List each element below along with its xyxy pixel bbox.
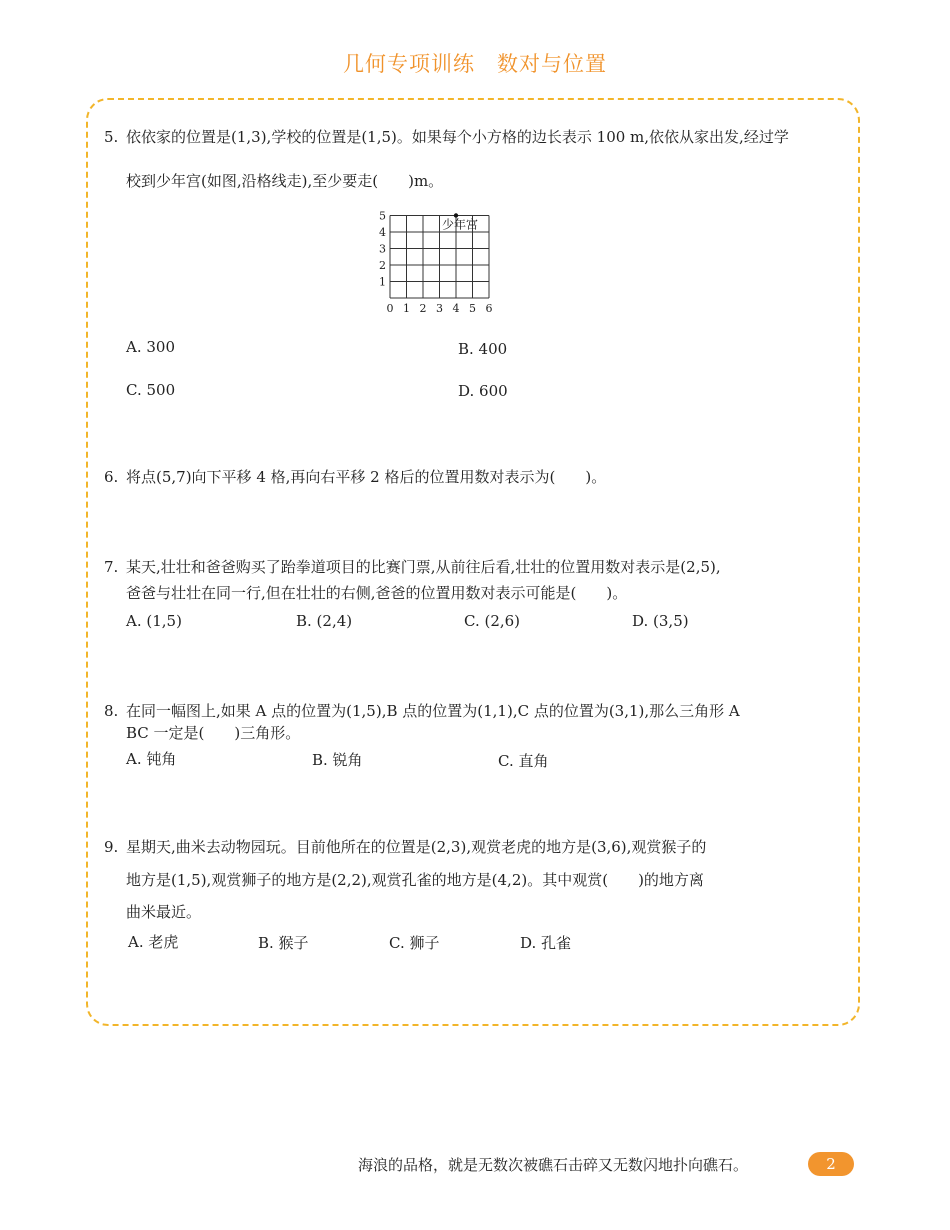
x-tick-label: 1 xyxy=(403,302,410,315)
question-5-line-1: 5. 依依家的位置是(1,3),学校的位置是(1,5)。如果每个小方格的边长表示 100 m,依依从家出发,经过学 xyxy=(104,128,789,146)
y-tick-label: 2 xyxy=(379,259,386,272)
x-tick-label: 2 xyxy=(419,302,427,315)
q7-option-c: C. (2,6) xyxy=(464,612,521,630)
question-6-line-1: 6. 将点(5,7)向下平移 4 格,再向右平移 2 格后的位置用数对表示为( )。 xyxy=(104,468,607,486)
q8-option-b: B. 锐角 xyxy=(312,751,363,769)
footer-quote: 海浪的品格，就是无数次被礁石击碎又无数闪地扑向礁石。 xyxy=(358,1156,749,1174)
y-tick-label: 3 xyxy=(379,242,386,256)
landmark-label: 少年宫 xyxy=(442,217,479,232)
q9-option-b: B. 猴子 xyxy=(258,934,309,952)
q5-option-c: C. 500 xyxy=(126,381,176,399)
x-tick-label: 5 xyxy=(469,302,476,315)
question-7-line-1: 7. 某天,壮壮和爸爸购买了跆拳道项目的比赛门票,从前往后看,壮壮的位置用数对表示是(2,5), xyxy=(104,558,721,576)
page-number-badge: 2 xyxy=(808,1152,854,1176)
q5-option-b: B. 400 xyxy=(458,340,508,358)
question-8-line-2: BC 一定是( )三角形。 xyxy=(126,724,301,742)
q9-option-d: D. 孔雀 xyxy=(520,934,572,952)
q9-option-a: A. 老虎 xyxy=(128,933,179,951)
question-number: 7. xyxy=(104,558,119,576)
q5-option-d: D. 600 xyxy=(458,382,508,400)
question-number: 6. xyxy=(104,468,119,486)
question-number: 8. xyxy=(104,702,119,720)
title-part-2: 数对与位置 xyxy=(497,52,607,76)
coordinate-grid xyxy=(370,210,500,320)
question-number: 5. xyxy=(104,128,119,146)
question-number: 9. xyxy=(104,838,119,856)
question-9-line-1: 9. 星期天,曲米去动物园玩。目前他所在的位置是(2,3),观赏老虎的地方是(3,6),观赏猴子的 xyxy=(104,838,707,856)
q7-option-d: D. (3,5) xyxy=(632,612,689,630)
y-tick-label: 5 xyxy=(379,210,386,223)
question-7-line-2: 爸爸与壮壮在同一行,但在壮壮的右侧,爸爸的位置用数对表示可能是( )。 xyxy=(126,584,628,602)
x-tick-label: 3 xyxy=(436,302,443,315)
y-tick-label: 4 xyxy=(379,226,386,239)
question-5-line-2: 校到少年宫(如图,沿格线走),至少要走( )m。 xyxy=(126,172,444,190)
q8-option-a: A. 钝角 xyxy=(126,750,177,768)
page-title xyxy=(0,48,950,78)
question-9-line-3: 曲米最近。 xyxy=(126,903,202,921)
question-9-line-2: 地方是(1,5),观赏狮子的地方是(2,2),观赏孔雀的地方是(4,2)。其中观赏( )的地方离 xyxy=(126,871,704,889)
q5-option-a: A. 300 xyxy=(126,338,175,356)
x-tick-label: 0 xyxy=(386,302,394,315)
question-8-line-1: 8. 在同一幅图上,如果 A 点的位置为(1,5),B 点的位置为(1,1),C 点的位置为(3,1),那么三角形 A xyxy=(104,702,740,720)
x-tick-label: 4 xyxy=(452,302,460,315)
q8-option-c: C. 直角 xyxy=(498,752,549,770)
q7-option-b: B. (2,4) xyxy=(296,612,353,630)
q9-option-c: C. 狮子 xyxy=(389,934,440,952)
x-tick-label: 6 xyxy=(485,302,493,315)
title-part-1: 几何专项训练 xyxy=(343,52,475,76)
y-tick-label: 1 xyxy=(379,275,386,289)
q7-option-a: A. (1,5) xyxy=(126,612,182,630)
coordinate-grid-figure xyxy=(370,210,500,320)
